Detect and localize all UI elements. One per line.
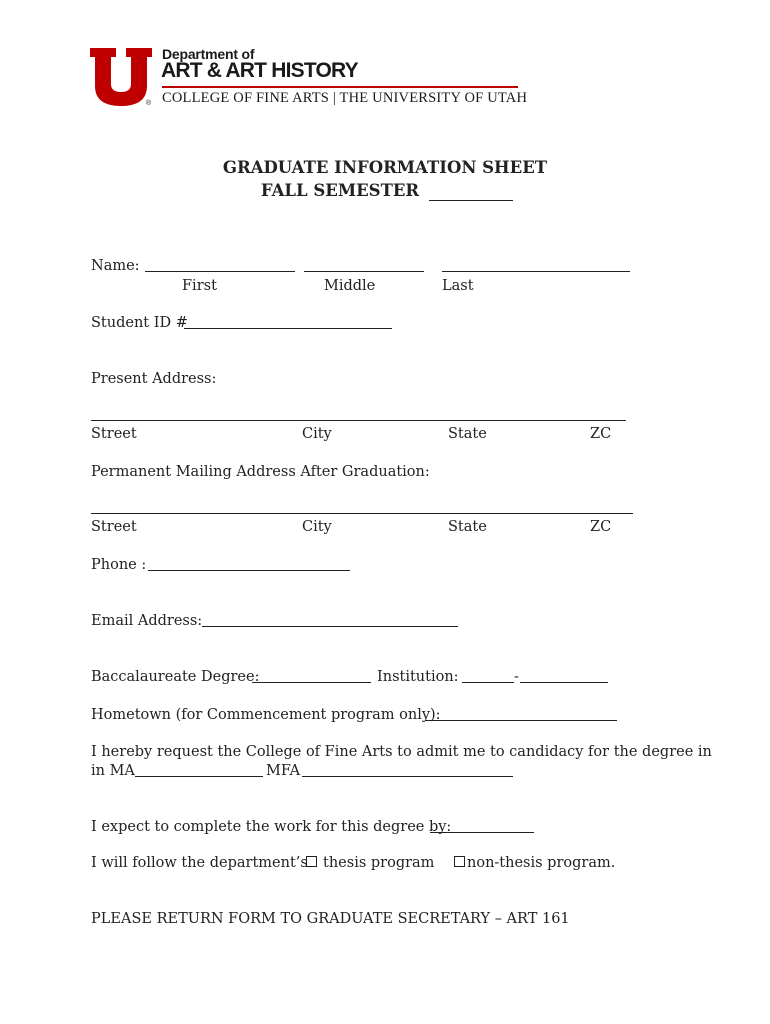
phone-label: Phone :	[91, 557, 147, 573]
present-street-caption: Street	[91, 426, 137, 442]
first-caption: First	[182, 278, 217, 294]
request-text: I hereby request the College of Fine Arts to admit me to candidacy for the degree in	[91, 744, 712, 760]
mfa-label: MFA	[266, 763, 301, 779]
present-zc-caption: ZC	[590, 426, 612, 442]
present-state-caption: State	[448, 426, 487, 442]
middle-caption: Middle	[324, 278, 376, 294]
thesis-checkbox-icon[interactable]	[306, 856, 317, 867]
nonthesis-option[interactable]	[454, 854, 615, 872]
college-line: COLLEGE OF FINE ARTS | THE UNIVERSITY OF UTAH	[162, 90, 528, 106]
email-label: Email Address:	[91, 613, 203, 629]
present-city-caption: City	[302, 426, 332, 442]
block-u-logo-icon	[90, 48, 152, 106]
department-of-label: Department of	[162, 46, 255, 62]
student-id-field[interactable]	[184, 328, 392, 329]
name-label: Name:	[91, 258, 140, 274]
thesis-option[interactable]	[306, 854, 434, 872]
form-title: GRADUATE INFORMATION SHEET	[222, 158, 548, 177]
logo-rule	[162, 86, 518, 88]
permanent-street-caption: Street	[91, 519, 137, 535]
last-caption: Last	[442, 278, 474, 294]
nonthesis-checkbox-icon[interactable]	[454, 856, 465, 867]
institution-dash: -	[514, 669, 519, 685]
permanent-city-caption: City	[302, 519, 332, 535]
expect-date-field[interactable]	[430, 832, 534, 833]
middle-name-field[interactable]	[304, 271, 424, 272]
expect-label: I expect to complete the work for this degree by:	[91, 819, 452, 835]
institution-field-b[interactable]	[520, 682, 608, 683]
hometown-label: Hometown (for Commencement program only):	[91, 707, 441, 723]
ma-field[interactable]	[135, 776, 263, 777]
in-ma-label: in MA	[91, 763, 135, 779]
hometown-field[interactable]	[425, 720, 617, 721]
mfa-field[interactable]	[302, 776, 513, 777]
semester-blank[interactable]	[429, 200, 513, 201]
phone-field[interactable]	[148, 570, 350, 571]
follow-label: I will follow the department’s	[91, 855, 308, 871]
present-address-field[interactable]	[91, 420, 626, 421]
present-address-label: Present Address:	[91, 371, 217, 387]
baccalaureate-label: Baccalaureate Degree:	[91, 669, 260, 685]
email-field[interactable]	[202, 626, 458, 627]
department-name: ART & ART HISTORY	[161, 59, 358, 82]
semester-label: FALL SEMESTER	[260, 181, 420, 200]
permanent-address-field[interactable]	[91, 513, 633, 514]
return-instructions: PLEASE RETURN FORM TO GRADUATE SECRETARY – ART 161	[91, 911, 570, 927]
institution-field-a[interactable]	[462, 682, 514, 683]
permanent-address-label: Permanent Mailing Address After Graduation:	[91, 464, 430, 480]
registered-mark: ®	[146, 100, 152, 107]
permanent-zc-caption: ZC	[590, 519, 612, 535]
permanent-state-caption: State	[448, 519, 487, 535]
baccalaureate-field[interactable]	[252, 682, 371, 683]
student-id-label: Student ID #	[91, 315, 188, 331]
last-name-field[interactable]	[442, 271, 630, 272]
institution-label: Institution:	[377, 669, 459, 685]
thesis-option-label: thesis program	[323, 855, 435, 871]
nonthesis-option-label: non-thesis program.	[467, 855, 616, 871]
first-name-field[interactable]	[145, 271, 295, 272]
